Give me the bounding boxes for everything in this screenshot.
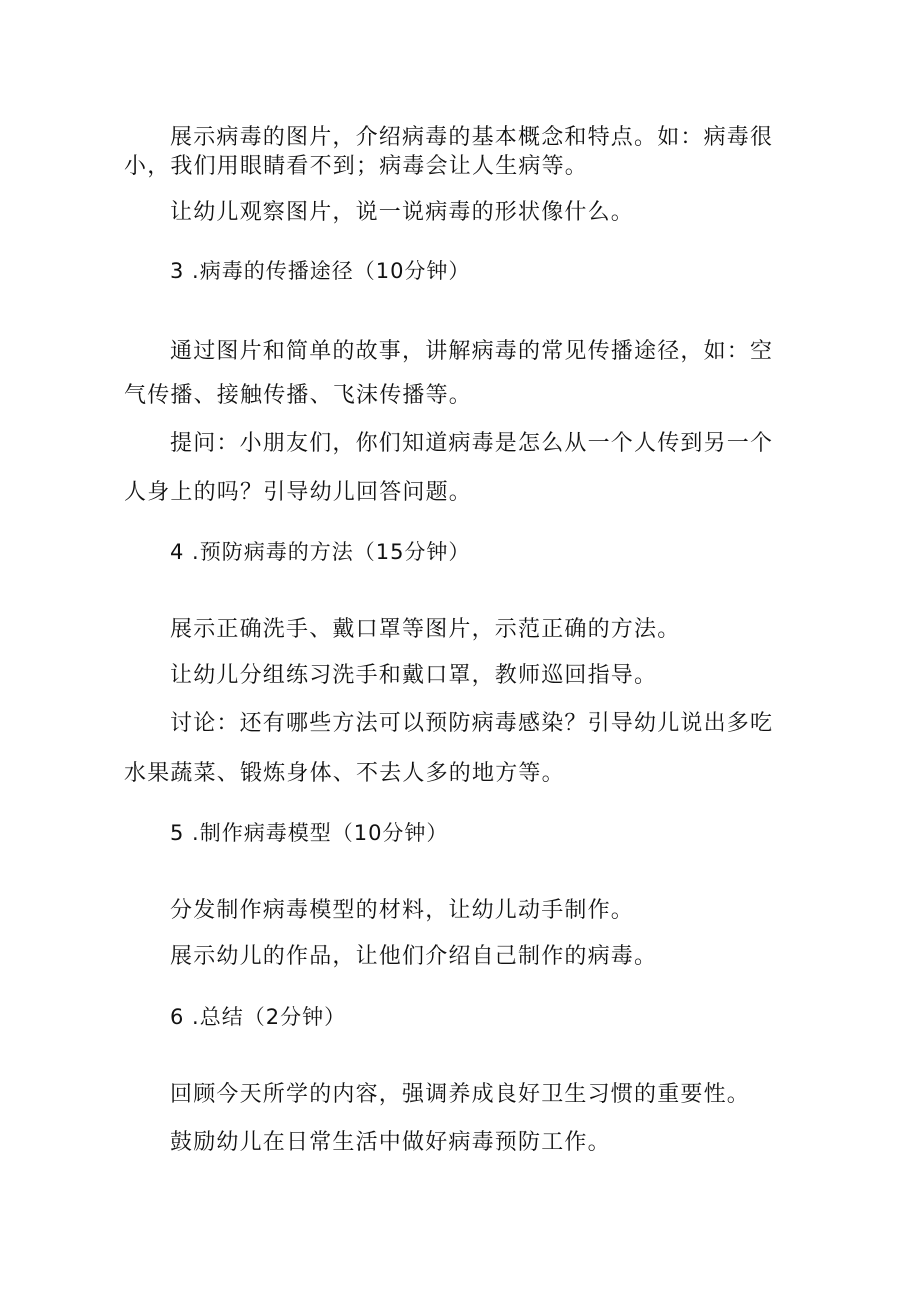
paragraph-line: 气传播、接触传播、飞沫传播等。 [124,383,473,408]
paragraph-line: 展示幼儿的作品，让他们介绍自己制作的病毒。 [170,944,658,969]
paragraph-line: 展示正确洗手、戴口罩等图片，示范正确的方法。 [170,617,681,642]
paragraph-line: 让幼儿分组练习洗手和戴口罩，教师巡回指导。 [170,663,658,688]
paragraph-line: 提问：小朋友们，你们知道病毒是怎么从一个人传到另一个 [170,431,774,456]
section-heading-3: 3 .病毒的传播途径（10分钟） [170,259,471,283]
section-heading-6: 6 .总结（2分钟） [170,1005,347,1029]
paragraph-line: 展示病毒的图片，介绍病毒的基本概念和特点。如：病毒很 [170,125,774,150]
paragraph-line: 让幼儿观察图片，说一说病毒的形状像什么。 [170,200,635,225]
paragraph-line: 鼓励幼儿在日常生活中做好病毒预防工作。 [170,1130,611,1155]
paragraph-line: 回顾今天所学的内容，强调养成良好卫生习惯的重要性。 [170,1082,751,1107]
paragraph-line: 通过图片和简单的故事，讲解病毒的常见传播途径，如：空 [170,339,774,364]
paragraph-line: 分发制作病毒模型的材料，让幼儿动手制作。 [170,898,635,923]
paragraph-line: 水果蔬菜、锻炼身体、不去人多的地方等。 [124,761,565,786]
paragraph-line: 讨论：还有哪些方法可以预防病毒感染？引导幼儿说出多吃 [170,711,774,736]
section-heading-5: 5 .制作病毒模型（10分钟） [170,821,449,845]
paragraph-line: 人身上的吗？引导幼儿回答问题。 [124,480,473,505]
section-heading-4: 4 .预防病毒的方法（15分钟） [170,540,471,564]
paragraph-line: 小，我们用眼睛看不到；病毒会让人生病等。 [124,154,589,179]
